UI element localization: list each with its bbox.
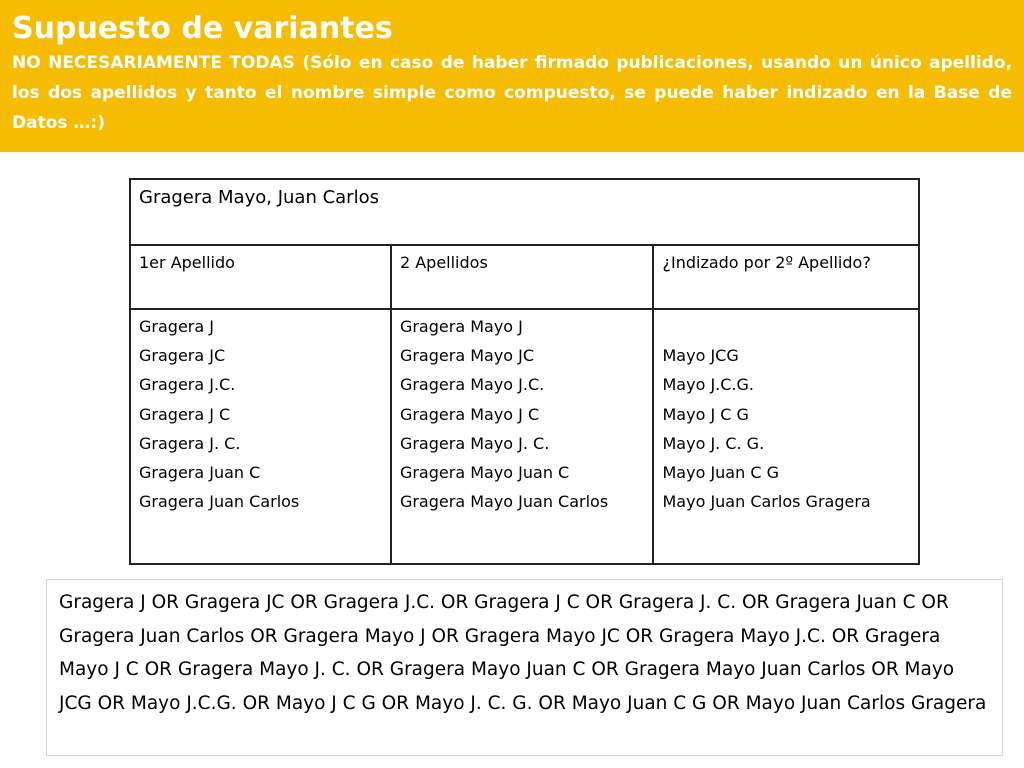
variants-table	[129, 178, 920, 565]
table-header-row	[130, 245, 919, 309]
variant-item: Mayo J.C.G.	[662, 375, 754, 395]
variant-item: Gragera Juan Carlos	[139, 492, 300, 512]
title-banner	[0, 0, 1024, 152]
variant-item: Gragera Mayo J. C.	[399, 433, 550, 453]
variant-item: Mayo Juan C G	[662, 463, 779, 482]
variant-item: Gragera JC	[139, 346, 226, 366]
variant-item: Gragera Juan C	[139, 463, 261, 483]
author-name-cell: Gragera Mayo, Juan Carlos	[130, 179, 919, 245]
variant-item: Gragera J	[139, 317, 214, 336]
variant-item: Gragera Mayo J	[399, 317, 523, 336]
variant-item: Gragera Mayo Juan Carlos	[399, 492, 609, 512]
variant-item: Mayo Juan Carlos Gragera	[662, 492, 871, 512]
variant-item-empty	[662, 312, 910, 341]
variant-item: Gragera Mayo J C	[399, 404, 540, 424]
variant-item: Gragera Mayo Juan C	[399, 463, 570, 483]
variant-item: Gragera J.C.	[139, 375, 236, 395]
table-name-row	[130, 179, 919, 245]
column-header-two-surnames: 2 Apellidos	[391, 245, 654, 309]
variant-item: Gragera J. C.	[139, 433, 241, 453]
second-surname-variants	[653, 309, 919, 564]
slide-title: Supuesto de variantes	[12, 11, 393, 46]
variant-item: Mayo J C G	[662, 404, 749, 424]
variant-item: Gragera Mayo J.C.	[399, 375, 545, 395]
slide-subtitle: NO NECESARIAMENTE TODAS (Sólo en caso de haber firmado publicaciones, usando un único apellido, los dos apellidos y tanto el nombre simple como compuesto, se puede haber indizado en la Base de Datos …:)	[12, 53, 1012, 133]
first-surname-variants	[130, 309, 391, 564]
variant-item: Gragera J C	[139, 404, 231, 424]
column-header-first-surname: 1er Apellido	[130, 245, 391, 309]
two-surnames-variants	[391, 309, 654, 564]
variant-item: Gragera Mayo JC	[399, 346, 535, 366]
search-query-box: Gragera J OR Gragera JC OR Gragera J.C. OR Gragera J C OR Gragera J. C. OR Gragera Juan C OR Gragera Juan Carlos OR Gragera Mayo J OR Gragera Mayo JC OR Gragera Mayo J.C. OR Gragera Mayo J C OR Gragera Mayo J. C. OR Gragera Mayo Juan C OR Gragera Mayo Juan Carlos OR Mayo JCG OR Mayo J.C.G. OR Mayo J C G OR Mayo J. C. G. OR Mayo Juan C G OR Mayo Juan Carlos Gragera	[46, 579, 1003, 756]
column-header-second-surname: ¿Indizado por 2º Apellido?	[653, 245, 919, 309]
table-data-row	[130, 309, 919, 564]
variant-item: Mayo J. C. G.	[662, 433, 765, 453]
variant-item: Mayo JCG	[662, 346, 739, 366]
